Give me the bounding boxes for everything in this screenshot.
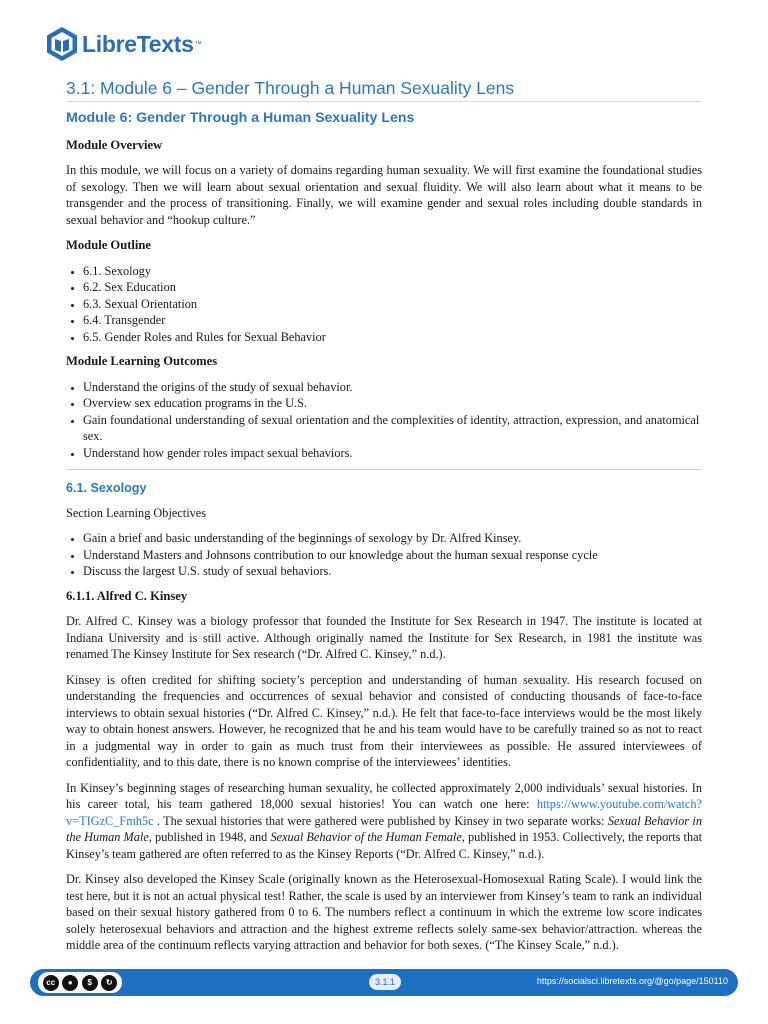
page-number: 3.1.1	[369, 974, 401, 990]
section-divider	[66, 469, 702, 470]
objective-item: • Discuss the largest U.S. study of sexual behaviors.	[83, 563, 702, 580]
libretexts-logo-icon	[45, 26, 79, 62]
module-overview-text: In this module, we will focus on a variety of domains regarding human sexuality. We will first examine the foundational studies of sexology. Then we will learn about sexual orientation and sexual fluidity. We will also learn about what it means to be transgender and the process of transitioning. Finally, we will examine gender and sexual roles including double standards in sexual behavior and “hookup culture.”	[66, 163, 702, 227]
libretexts-logo[interactable]	[45, 26, 202, 62]
outcome-item: • Understand the origins of the study of sexual behavior.	[83, 379, 702, 396]
module-outline-heading: Module Outline	[66, 238, 152, 252]
outline-item: • 6.5. Gender Roles and Rules for Sexual Behavior	[83, 329, 702, 346]
outcome-item: • Gain foundational understanding of sexual orientation and the complexities of identity, attraction, expression, and anatomical sex.	[83, 412, 702, 445]
subsection-heading-kinsey: 6.1.1. Alfred C. Kinsey	[66, 588, 188, 603]
logo-wordmark: LibreTexts	[82, 30, 194, 57]
outcome-item: • Understand how gender roles impact sexual behaviors.	[83, 445, 702, 462]
outline-item: • 6.4. Transgender	[83, 312, 702, 329]
outline-item: • 6.3. Sexual Orientation	[83, 296, 702, 313]
trademark-mark: ™	[194, 40, 202, 48]
page-content	[66, 110, 702, 963]
by-attribution-icon: ●	[62, 975, 78, 991]
paragraph: Dr. Alfred C. Kinsey was a biology professor that founded the Institute for Sex Research in 1947. The institute is located at Indiana University and is still active. Although originally named the Institute for Sex Research, in 1981 the institute was renamed The Kinsey Institute for Sex research (“Dr. Alfred C. Kinsey,” n.d.).	[66, 614, 702, 661]
book-title: Sexual Behavior of the Human Female	[270, 830, 462, 844]
sharealike-icon: ↻	[101, 975, 117, 991]
objective-item: • Understand Masters and Johnsons contribution to our knowledge about the human sexual response cycle	[83, 547, 702, 564]
page-title: 3.1: Module 6 – Gender Through a Human Sexuality Lens	[66, 78, 515, 98]
paragraph-text: . The sexual histories that were gathered were published by Kinsey in two separate works:	[153, 813, 608, 828]
page-footer	[30, 969, 738, 996]
objective-item: • Gain a brief and basic understanding of the beginnings of sexology by Dr. Alfred Kinsey.	[83, 530, 702, 547]
cc-license-badge[interactable]	[38, 972, 122, 993]
paragraph	[66, 780, 702, 863]
learning-outcomes-heading: Module Learning Outcomes	[66, 354, 218, 368]
outline-item: • 6.1. Sexology	[83, 263, 702, 280]
section-objectives-label: Section Learning Objectives	[66, 505, 207, 520]
youtube-link[interactable]: https://www.youtube.com/watch?v=TIGzC_Fmh5c	[66, 797, 702, 828]
cc-icon: cc	[43, 975, 59, 991]
section-objectives-list	[66, 530, 702, 580]
noncommercial-icon: $	[82, 975, 98, 991]
page-url[interactable]: https://socialsci.libretexts.org/@go/page/150110	[536, 976, 728, 986]
outcome-item: • Overview sex education programs in the U.S.	[83, 395, 702, 412]
paragraph-text: In Kinsey’s beginning stages of researching human sexuality, he collected approximately 2,000 individuals’ sexual histories. In his career total, his team gathered 18,000 sexual histories! You can watch one here:	[66, 780, 702, 811]
book-title: Sexual Behavior in the Human Male	[66, 813, 702, 844]
section-heading-sexology: 6.1. Sexology	[66, 481, 147, 495]
title-divider	[66, 101, 702, 102]
paragraph-text: , published in 1948, and	[148, 830, 271, 844]
module-outline-list	[66, 263, 702, 346]
outline-item: • 6.2. Sex Education	[83, 279, 702, 296]
paragraph: Dr. Kinsey also developed the Kinsey Scale (originally known as the Heterosexual-Homosexual Rating Scale). I would link the test here, but it is not an actual physical test! Rather, the scale is used by an interviewer from Kinsey’s team to rank an individual based on their sexual history gathered from 0 to 6. The numbers reflect a continuum in which the extreme low score indicates solely heterosexual behaviors and attraction and the highest extreme reflects solely same-sex behavior/attraction. whereas the middle area of the continuum reflects varying attraction and behavior for both sexes. (“The Kinsey Scale,” n.d.).	[66, 872, 702, 952]
module-overview-heading: Module Overview	[66, 137, 163, 152]
paragraph: Kinsey is often credited for shifting society’s perception and understanding of human sexuality. His research focused on understanding the frequencies and occurrences of sexual behavior and consisted of conducting thousands of face-to-face interviews to obtain sexual histories (“Dr. Alfred C. Kinsey,” n.d.). He felt that face-to-face interviews would be the most likely way to obtain honest answers. However, he recognized that he and his team would have to be carefully trained so as not to react in a judgmental way in order to gain as much trust from their interviewees as possible. He assured interviewees of confidentiality, and to this date, there is no known comprise of the interviewees’ identities.	[66, 672, 702, 769]
paragraph-text: , published in 1953. Collectively, the reports that Kinsey’s team gathered are often referred to as the Kinsey Reports (“Dr. Alfred C. Kinsey,” n.d.).	[66, 830, 702, 861]
module-heading: Module 6: Gender Through a Human Sexuality Lens	[66, 110, 415, 126]
learning-outcomes-list	[66, 379, 702, 462]
